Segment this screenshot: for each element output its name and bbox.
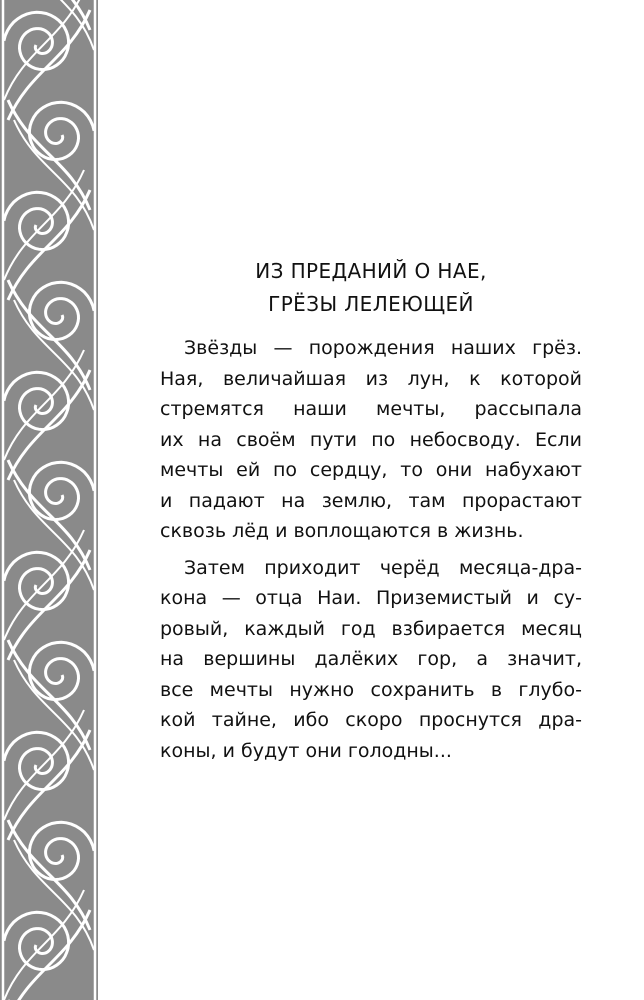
text-line: мечты ей по сердцу, то они набухают xyxy=(160,459,582,481)
page-content xyxy=(160,255,582,772)
text-line: ровый, каждый год взбирается месяц xyxy=(160,617,582,640)
celtic-border-ornament xyxy=(0,0,98,1000)
text-line: кона — отца Наи. Приземистый и су- xyxy=(160,587,582,609)
text-line: коны, и будут они голодны... xyxy=(160,739,452,762)
text-line: кой тайне, ибо скоро проснутся дра- xyxy=(160,709,582,731)
page-title xyxy=(160,255,582,321)
title-line-1: ИЗ ПРЕДАНИЙ О НАЕ, xyxy=(255,259,487,283)
text-line: сквозь лёд и воплощаются в жизнь. xyxy=(160,520,524,542)
paragraph-1 xyxy=(160,333,582,547)
paragraph-2 xyxy=(160,553,582,767)
celtic-knot-icon xyxy=(0,0,98,1000)
text-line: на вершины далёких гор, а значит, xyxy=(160,648,582,670)
text-line: все мечты нужно сохранить в глубо- xyxy=(160,678,582,701)
text-line: стремятся наши мечты, рассыпала xyxy=(160,398,582,420)
text-line: Звёзды — порождения наших грёз. xyxy=(184,337,582,359)
text-line: Затем приходит черёд месяца-дра- xyxy=(184,556,582,579)
text-line: Ная, величайшая из лун, к которой xyxy=(160,367,582,390)
text-line: их на своём пути по небосводу. Если xyxy=(160,428,582,451)
title-line-2: ГРЁЗЫ ЛЕЛЕЮЩЕЙ xyxy=(268,292,474,316)
text-line: и падают на землю, там прорастают xyxy=(160,489,582,512)
